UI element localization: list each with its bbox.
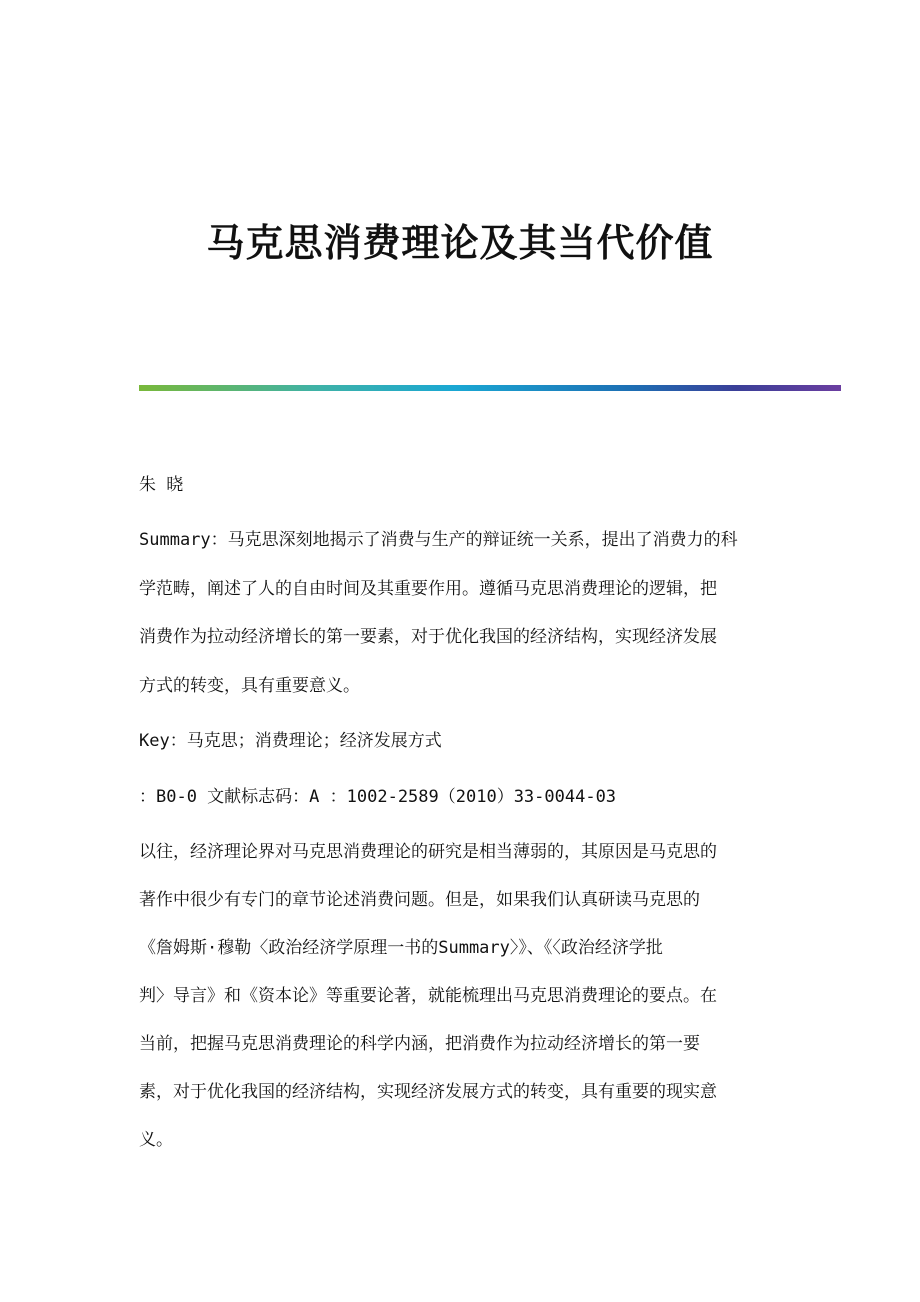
document-title: 马克思消费理论及其当代价值 (206, 220, 714, 265)
body-line: 义。 (139, 1130, 173, 1150)
classification-line: ：B0-0 文献标志码：A ：1002-2589（2010）33-0044-03 (139, 787, 617, 807)
summary-line: 方式的转变，具有重要意义。 (139, 676, 360, 696)
body-line: 素，对于优化我国的经济结构，实现经济发展方式的转变，具有重要的现实意 (139, 1082, 717, 1102)
body-line: 《詹姆斯·穆勒〈政治经济学原理一书的Summary〉》、《〈政治经济学批 (139, 938, 663, 958)
summary-line: 学范畴，阐述了人的自由时间及其重要作用。遵循马克思消费理论的逻辑，把 (139, 579, 717, 599)
body-line: 判〉导言》和《资本论》等重要论著，就能梳理出马克思消费理论的要点。在 (139, 986, 717, 1006)
summary-line: Summary：马克思深刻地揭示了消费与生产的辩证统一关系，提出了消费力的科 (139, 530, 738, 550)
body-line: 以往，经济理论界对马克思消费理论的研究是相当薄弱的，其原因是马克思的 (139, 842, 717, 862)
body-line: 著作中很少有专门的章节论述消费问题。但是，如果我们认真研读马克思的 (139, 890, 700, 910)
author-name: 朱 晓 (139, 475, 184, 495)
body-line: 当前，把握马克思消费理论的科学内涵，把消费作为拉动经济增长的第一要 (139, 1034, 700, 1054)
title-divider (139, 385, 841, 391)
summary-line: 消费作为拉动经济增长的第一要素，对于优化我国的经济结构，实现经济发展 (139, 627, 717, 647)
keywords-line: Key：马克思；消费理论；经济发展方式 (139, 731, 442, 751)
